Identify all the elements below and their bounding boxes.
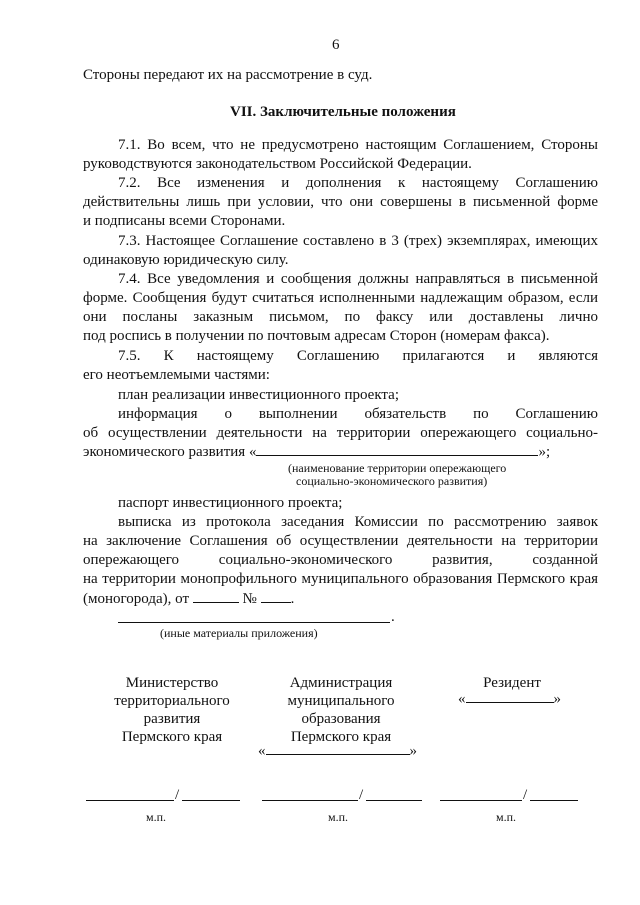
administration-date-blank[interactable] — [266, 742, 410, 755]
attachment-passport: паспорт инвестиционного проекта; — [118, 495, 343, 511]
attachment-info-line-1: информация о выполнении обязательств по Соглашению — [118, 406, 598, 422]
territory-name-blank[interactable] — [256, 443, 538, 456]
attachment-info-line-2: об осуществлении деятельности на территории опережающего социально- — [83, 425, 598, 441]
administration-stamp-label: м.п. — [328, 810, 349, 824]
paragraph-7-1-line-1: 7.1. Во всем, что не предусмотрено настоящим Соглашением, Стороны — [118, 137, 598, 153]
ministry-line-2: территориального — [114, 693, 230, 709]
paragraph-7-2-line-2: действительны лишь при условии, что они совершены в письменной форме — [83, 194, 598, 210]
continuation-line: Стороны передают их на рассмотрение в суд. — [83, 67, 373, 83]
paragraph-7-5-line-2: его неотъемлемыми частями: — [83, 367, 270, 383]
ministry-stamp-label: м.п. — [146, 810, 167, 824]
resident-signature-line[interactable] — [440, 800, 522, 801]
other-materials-end: . — [391, 609, 395, 625]
ministry-line-1: Министерство — [125, 675, 219, 691]
paragraph-7-5-line-1: 7.5. К настоящему Соглашению прилагаются и являются — [118, 348, 598, 364]
paragraph-7-4-line-4: под роспись в получении по почтовым адресам Сторон (номерам факса). — [83, 328, 550, 344]
attachment-info-line-3: экономического развития « »; — [83, 444, 551, 460]
attachment-extract-line-2: на заключение Соглашения об осуществлении деятельности на территории — [83, 533, 598, 549]
resident-date-field: « » — [458, 691, 561, 707]
paragraph-7-2-line-3: и подписаны всеми Сторонами. — [83, 213, 286, 229]
attachment-extract-line-1: выписка из протокола заседания Комиссии по рассмотрению заявок — [118, 514, 598, 530]
other-materials-blank[interactable] — [118, 622, 390, 623]
resident-date-blank[interactable] — [466, 690, 554, 703]
attachment-extract-line-4: на территории монопрофильного муниципального образования Пермского края — [83, 571, 598, 587]
territory-caption-line-1: (наименование территории опережающего — [288, 461, 507, 475]
paragraph-7-4-line-2: форме. Сообщения будут считаться исполненными надлежащим образом, если — [83, 290, 598, 306]
paragraph-7-4-line-3: они посланы заказным письмом, по факсу или доставлены лично — [83, 309, 598, 325]
resident-title: Резидент — [483, 675, 541, 691]
ministry-line-4: Пермского края — [121, 729, 223, 745]
ministry-signature-slash: / — [175, 787, 180, 803]
section-title: VII. Заключительные положения — [230, 104, 456, 120]
attachment-extract-line-3: опережающего социально-экономического развития, созданной — [83, 552, 598, 568]
resident-stamp-label: м.п. — [496, 810, 517, 824]
resident-signature-slash: / — [523, 787, 528, 803]
attachment-extract-line-5: (моногорода), от № . — [83, 591, 295, 607]
paragraph-7-3-line-1: 7.3. Настоящее Соглашение составлено в 3 (трех) экземплярах, имеющих — [118, 233, 598, 249]
number-blank[interactable] — [261, 590, 291, 603]
territory-caption-line-2: социально-экономического развития) — [296, 474, 488, 488]
paragraph-7-2-line-1: 7.2. Все изменения и дополнения к настоящему Соглашению — [118, 175, 598, 191]
administration-line-1: Администрация — [289, 675, 393, 691]
administration-line-4: Пермского края — [290, 729, 392, 745]
administration-signature-line[interactable] — [262, 800, 358, 801]
paragraph-7-4-line-1: 7.4. Все уведомления и сообщения должны направляться в письменной — [118, 271, 598, 287]
ministry-line-3: развития — [143, 711, 201, 727]
administration-line-2: муниципального — [287, 693, 395, 709]
administration-name-line[interactable] — [366, 800, 422, 801]
administration-signature-slash: / — [359, 787, 364, 803]
paragraph-7-1-line-2: руководствуются законодательством Российской Федерации. — [83, 156, 472, 172]
administration-date-field: « » — [258, 743, 417, 759]
attachment-plan: план реализации инвестиционного проекта; — [118, 387, 399, 403]
paragraph-7-3-line-2: одинаковую юридическую силу. — [83, 252, 289, 268]
other-materials-caption: (иные материалы приложения) — [160, 626, 318, 640]
date-blank[interactable] — [193, 590, 239, 603]
resident-name-line[interactable] — [530, 800, 578, 801]
ministry-signature-line[interactable] — [86, 800, 174, 801]
ministry-name-line[interactable] — [182, 800, 240, 801]
administration-line-3: образования — [301, 711, 381, 727]
page-number: 6 — [332, 37, 340, 53]
